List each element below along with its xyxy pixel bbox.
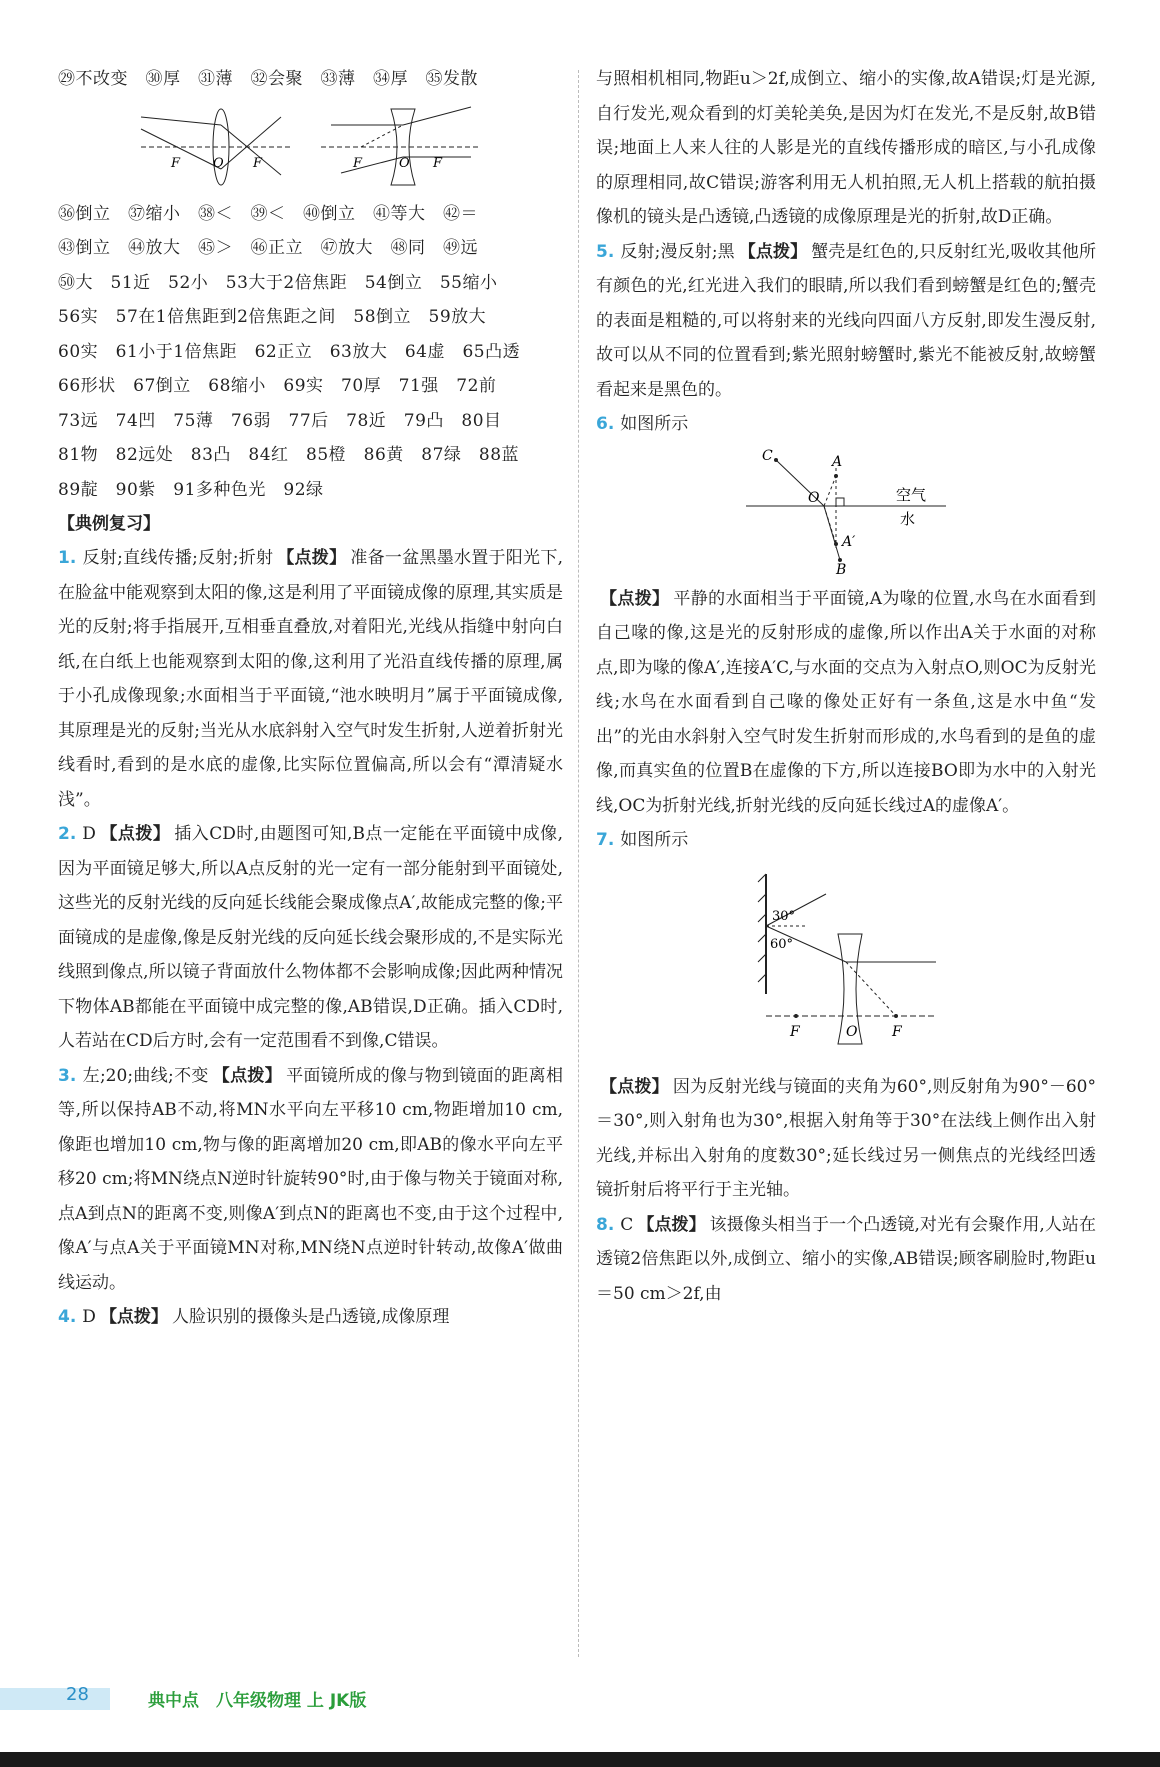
question-number: 3.	[58, 1065, 77, 1086]
question-number: 2.	[58, 824, 77, 844]
question-item	[58, 817, 563, 1059]
label-30deg: 30°	[772, 908, 796, 924]
answer-line: 89靛 90紫 91多种色光 92绿	[58, 479, 324, 500]
label-F2-right: F	[432, 155, 442, 171]
tip-text: 该摄像头相当于一个凸透镜,对光有会聚作用,人站在透镜2倍焦距以外,成倒立、缩小的实像,AB错误;顾客刷脸时,物距u＝50 cm＞2f,由	[596, 1214, 1097, 1304]
question-number: 4.	[58, 1307, 77, 1327]
page-number-bar	[0, 1688, 110, 1710]
tip-text: 人脸识别的摄像头是凸透镜,成像原理	[171, 1307, 450, 1327]
question-item	[58, 1300, 563, 1335]
label-60deg: 60°	[770, 936, 794, 952]
question-answer: D	[82, 824, 96, 844]
tip-label: 【点拨】	[637, 1214, 706, 1235]
label-O2: O	[398, 155, 410, 171]
label-O: O	[846, 1023, 858, 1040]
question-number: 1.	[58, 548, 77, 568]
question-answer: D	[82, 1307, 96, 1327]
column-divider	[578, 70, 579, 1657]
question-answer: 如图所示	[620, 414, 689, 434]
tip-label: 【点拨】	[99, 1307, 168, 1327]
label-F2-left: F	[352, 155, 362, 171]
label-A: A	[832, 453, 843, 470]
label-water: 水	[900, 509, 916, 528]
tip-label: 【点拨】	[212, 1065, 283, 1086]
tip-text: 插入CD时,由题图可知,B点一定能在平面镜中成像,因为平面镜足够大,所以A点反射的光一定有一部分能射到平面镜处,这些光的反射光线的反向延长线能会聚成像点A′,故能成完整的像;平面镜成的是虚像,像是反射光线的反向延长线会聚形成的,不是实际光线照到像点,所以镜子背面放什么物体都不会影响成像;因此两种情况下物体AB都能在平面镜中成完整的像,AB错误,D正确。插入CD时,人若站在CD后方时,会有一定范围看不到像,C错误。	[58, 824, 564, 1051]
label-B: B	[836, 561, 847, 576]
label-F-left: F	[170, 155, 180, 171]
tip-text: 平静的水面相当于平面镜,A为喙的位置,水鸟在水面看到自己喙的像,这是光的反射形成的虚像,所以作出A关于水面的对称点,即为喙的像A′,连接A′C,与水面的交点为入射点O,则OC为反射光线;水鸟在水面看到自己喙的像处正好有一条鱼,这是水中鱼“发出”的光由水斜射入空气时发生折射而形成的,水鸟看到的是鱼的虚像,而真实鱼的位置B在虚像的下方,所以连接BO即为水中的入射光线,OC为折射光线,折射光线的反向延长线过A的虚像A′。	[596, 588, 1096, 816]
question-continuation	[596, 62, 1096, 235]
question-item	[58, 1059, 563, 1301]
question-answer: 如图所示	[620, 830, 689, 850]
book-title: 典中点 八年级物理 上 JK版	[148, 1691, 367, 1711]
question-item	[596, 235, 1096, 408]
figure-6	[596, 448, 1096, 576]
answer-line: 56实 57在1倍焦距到2倍焦距之间 58倒立 59放大	[58, 307, 487, 327]
page-number: 28	[66, 1684, 89, 1705]
label-air: 空气	[896, 485, 927, 504]
tip-text: 平面镜所成的像与物到镜面的距离相等,所以保持AB不动,将MN水平向左平移10 cm,物距增加10 cm,像距也增加10 cm,物与像的距离增加20 cm,即AB的像水平向左平移20 cm;将MN绕点N逆时针旋转90°时,由于像与物关于镜面对称,点A到点N的距离不变,则像A′到点N的距离也不变,由于这个过程中,像A′与点A关于平面镜MN对称,MN绕N点逆时针转动,故像A′做曲线运动。	[58, 1065, 564, 1293]
label-F-right: F	[252, 155, 262, 171]
answer-line: ㊸倒立 ㊹放大 ㊺＞ ㊻正立 ㊼放大 ㊽同 ㊾远	[58, 238, 478, 258]
bottom-bar	[0, 1752, 1160, 1767]
label-C: C	[762, 447, 773, 464]
tip-label: 【点拨】	[738, 241, 808, 262]
tip-label: 【点拨】	[277, 548, 347, 568]
tip-label: 【点拨】	[600, 1076, 669, 1097]
question-item	[58, 541, 563, 817]
question-answer: 反射;漫反射;黑	[620, 241, 735, 262]
answer-line: 66形状 67倒立 68缩小 69实 70厚 71强 72前	[58, 376, 497, 396]
answer-line: ㊿大 51近 52小 53大于2倍焦距 54倒立 55缩小	[58, 272, 498, 293]
tip-paragraph	[596, 1070, 1096, 1208]
question-number: 7.	[596, 830, 615, 850]
question-number: 8.	[596, 1214, 615, 1235]
label-F-right: F	[892, 1023, 902, 1040]
right-column	[596, 62, 1096, 1311]
mirror-lens-diagram	[746, 864, 946, 1064]
tip-paragraph	[596, 582, 1096, 824]
tip-label: 【点拨】	[99, 824, 171, 844]
tip-text: 蟹壳是红色的,只反射红光,吸收其他所有颜色的光,红光进入我们的眼睛,所以我们看到螃蟹是红色的;蟹壳的表面是粗糙的,可以将射来的光线向四面八方反射,即发生漫反射,故可以从不同的位置看到;紫光照射螃蟹时,紫光不能被反射,故螃蟹看起来是黑色的。	[596, 241, 1096, 400]
label-O: O	[212, 155, 224, 171]
left-column	[58, 62, 563, 1335]
answer-line: ㉙不改变 ㉚厚 ㉛薄 ㉜会聚 ㉝薄 ㉞厚 ㉟发散	[58, 69, 478, 89]
lens-diagram-svg	[131, 103, 491, 191]
question-answer: 左;20;曲线;不变	[82, 1065, 209, 1086]
label-A-prime: A′	[842, 533, 856, 550]
question-item	[596, 407, 1096, 442]
label-O: O	[808, 489, 820, 506]
lens-diagrams	[58, 103, 563, 191]
tip-text: 准备一盆黑墨水置于阳光下,在脸盆中能观察到太阳的像,这是利用了平面镜成像的原理,其实质是光的反射;将手指展开,互相垂直叠放,对着阳光,光线从指缝中射向白纸,在白纸上也能观察到太阳的像,这利用了光沿直线传播的原理,属于小孔成像现象;水面相当于平面镜,“池水映明月”属于平面镜成像,其原理是光的反射;当光从水底斜射入空气时发生折射,人逆着折射光线看时,看到的是水底的虚像,比实际位置偏高,所以会有“潭清疑水浅”。	[58, 548, 564, 810]
section-title: 【典例复习】	[58, 514, 160, 534]
answer-line: 81物 82远处 83凸 84红 85橙 86黄 87绿 88蓝	[58, 445, 520, 465]
question-item	[596, 823, 1096, 858]
figure-7	[596, 864, 1096, 1064]
question-answer: C	[620, 1214, 634, 1235]
reflection-refraction-diagram	[736, 448, 956, 576]
tip-label: 【点拨】	[600, 588, 670, 609]
answer-line: ㊱倒立 ㊲缩小 ㊳＜ ㊴＜ ㊵倒立 ㊶等大 ㊷＝	[58, 203, 478, 224]
answer-line: 73远 74凹 75薄 76弱 77后 78近 79凸 80目	[58, 410, 502, 431]
tip-text: 因为反射光线与镜面的夹角为60°,则反射角为90°－60°＝30°,则入射角也为30°,根据入射角等于30°在法线上侧作出入射光线,并标出入射角的度数30°;延长线过另一侧焦点的光线经凹透镜折射后将平行于主光轴。	[596, 1076, 1096, 1200]
question-answer: 反射;直线传播;反射;折射	[82, 548, 274, 568]
question-item	[596, 1208, 1096, 1312]
question-number: 6.	[596, 414, 615, 434]
answer-line: 60实 61小于1倍焦距 62正立 63放大 64虚 65凸透	[58, 341, 521, 362]
question-number: 5.	[596, 241, 615, 262]
label-F-left: F	[790, 1023, 800, 1040]
tip-text: 与照相机相同,物距u＞2f,成倒立、缩小的实像,故A错误;灯是光源,自行发光,观众看到的灯美轮美奂,是因为灯在发光,不是反射,故B错误;地面上人来人往的人影是光的直线传播形成的暗区,与小孔成像的原理相同,故C错误;游客利用无人机拍照,无人机上搭载的航拍摄像机的镜头是凸透镜,凸透镜的成像原理是光的折射,故D正确。	[596, 69, 1096, 227]
